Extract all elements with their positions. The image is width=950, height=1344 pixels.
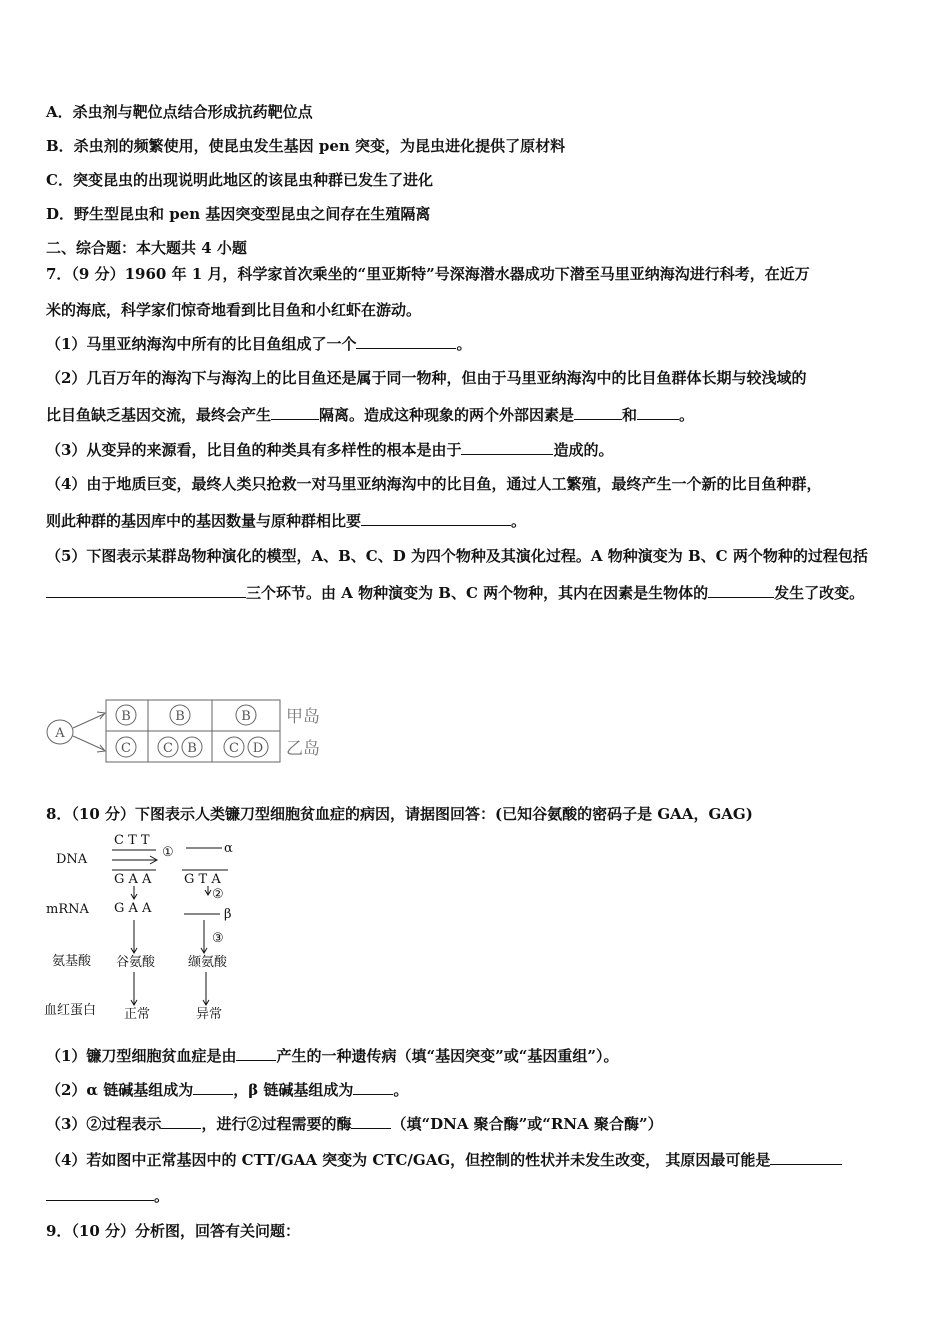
q7-part-2-line-1: （2）几百万年的海沟下与海沟上的比目鱼还是属于同一物种，但由于马里亚纳海沟中的比目鱼群体长期与较浅域的 (46, 369, 807, 387)
mrna-row-label: mRNA (46, 902, 89, 917)
beta-label: β (224, 907, 232, 922)
island-1-label: 甲岛 (286, 707, 320, 727)
q8-part-3-text-a: （3）②过程表示 (46, 1115, 162, 1133)
q7-part-1-end: 。 (456, 335, 472, 353)
q7-stem-line-2: 米的海底，科学家们惊奇地看到比目鱼和小红虾在游动。 (46, 301, 422, 319)
answer-blank[interactable] (351, 1114, 391, 1129)
q7-stem-line-1: 7．（9 分）1960 年 1 月，科学家首次乘坐的“里亚斯特”号深海潜水器成功下潜至马里亚纳海沟进行科考，在近万 (46, 265, 810, 283)
species-label: B (175, 709, 185, 724)
dna-top-strand: C T T (114, 833, 150, 848)
step-2-label: ② (212, 887, 224, 902)
island-2-label: 乙岛 (286, 739, 320, 759)
q8-part-1-text-a: （1）镰刀型细胞贫血症是由 (46, 1047, 237, 1065)
q8-part-1-text-b: 产生的一种遗传病（填“基因突变”或“基因重组”）。 (276, 1047, 619, 1065)
hemoglobin-row-label: 血红蛋白 (44, 1003, 97, 1018)
amino-acid-row-label: 氨基酸 (52, 954, 92, 969)
alpha-label: α (224, 841, 233, 856)
answer-blank[interactable] (770, 1150, 842, 1165)
q7-part-4-line-2 (46, 511, 526, 531)
q7-part-2-text-a: 比目鱼缺乏基因交流，最终会产生 (46, 406, 272, 424)
q8-part-4-text: （4）若如图中正常基因中的 CTT/GAA 突变为 CTC/GAG，但控制的性状并未发生改变， 其原因最可能是 (46, 1151, 771, 1169)
q6-option-c: C．突变昆虫的出现说明此地区的该昆虫种群已发生了进化 (46, 171, 433, 189)
dna-mutant-strand: G T A (184, 872, 221, 887)
answer-blank[interactable] (461, 440, 553, 455)
q7-part-5-text-a: 三个环节。由 A 物种演变为 B、C 两个物种，其内在因素是生物体的 (246, 584, 709, 602)
q7-part-2-text-c: 和 (622, 406, 638, 424)
q8-stem: 8．（10 分）下图表示人类镰刀型细胞贫血症的病因，请据图回答：(已知谷氨酸的密码子是 GAA，GAG) (46, 805, 753, 823)
hemoglobin-normal: 正常 (124, 1007, 151, 1022)
species-label: C (163, 741, 173, 756)
answer-blank[interactable] (356, 334, 456, 349)
answer-blank[interactable] (708, 583, 774, 598)
species-label: D (252, 741, 264, 756)
step-1-label: ① (162, 845, 174, 860)
answer-blank[interactable] (574, 405, 622, 420)
species-label: C (229, 741, 239, 756)
q7-part-3 (46, 440, 613, 460)
q7-part-1-text: （1）马里亚纳海沟中所有的比目鱼组成了一个 (46, 335, 357, 353)
answer-blank[interactable] (271, 405, 319, 420)
q8-part-2-text-a: （2）α 链碱基组成为 (46, 1081, 194, 1099)
q8-part-4-line-1 (46, 1150, 842, 1170)
dna-row-label: DNA (56, 852, 88, 867)
q8-part-3 (46, 1114, 663, 1134)
q7-part-4-text-b: 。 (511, 512, 527, 530)
q6-option-d: D．野生型昆虫和 pen 基因突变型昆虫之间存在生殖隔离 (46, 205, 431, 223)
answer-blank[interactable] (46, 1186, 154, 1201)
answer-blank[interactable] (161, 1114, 201, 1129)
species-label: C (121, 741, 131, 756)
q8-part-4-line-2 (46, 1186, 169, 1206)
q8-part-4-end: 。 (154, 1187, 170, 1205)
q8-part-1 (46, 1046, 618, 1066)
q8-part-3-text-c: （填“DNA 聚合酶”或“RNA 聚合酶”） (391, 1115, 663, 1133)
mrna-normal-strand: G A A (114, 901, 152, 916)
dna-bottom-strand: G A A (114, 872, 152, 887)
species-label: B (121, 709, 131, 724)
q7-part-3-text-a: （3）从变异的来源看，比目鱼的种类具有多样性的根本是由于 (46, 441, 462, 459)
q7-part-2-line-2 (46, 405, 694, 425)
answer-blank[interactable] (236, 1046, 276, 1061)
q8-part-2-text-b: ，β 链碱基组成为 (233, 1081, 354, 1099)
step-3-label: ③ (212, 931, 224, 946)
q7-part-5-line-1: （5）下图表示某群岛物种演化的模型，A、B、C、D 为四个物种及其演化过程。A 物种演变为 B、C 两个物种的过程包括 (46, 547, 868, 565)
q7-part-4-text-a: 则此种群的基因库中的基因数量与原种群相比要 (46, 512, 362, 530)
arrow-to-island-1 (73, 714, 104, 728)
q8-part-2-text-c: 。 (393, 1081, 409, 1099)
q7-part-2-text-b: 隔离。造成这种现象的两个外部因素是 (319, 406, 575, 424)
answer-blank[interactable] (637, 405, 679, 420)
sickle-cell-diagram (44, 830, 264, 1026)
amino-acid-mutant: 缬氨酸 (188, 955, 228, 970)
q8-part-3-text-b: ，进行②过程需要的酶 (201, 1115, 352, 1133)
q8-part-2 (46, 1080, 408, 1100)
q6-option-b: B．杀虫剂的频繁使用，使昆虫发生基因 pen 突变，为昆虫进化提供了原材料 (46, 137, 566, 155)
answer-blank[interactable] (353, 1080, 393, 1095)
q7-part-3-text-b: 造成的。 (553, 441, 614, 459)
answer-blank[interactable] (361, 511, 511, 526)
species-a-label: A (55, 726, 65, 741)
answer-blank[interactable] (193, 1080, 233, 1095)
q7-part-5-line-2 (46, 583, 864, 603)
answer-blank[interactable] (46, 583, 246, 598)
hemoglobin-mutant: 异常 (196, 1007, 223, 1022)
q7-part-5-text-b: 发生了改变。 (774, 584, 865, 602)
arrow-to-island-2 (73, 736, 104, 750)
q9-stem: 9．（10 分）分析图，回答有关问题： (46, 1222, 301, 1240)
species-label: B (187, 741, 197, 756)
island-evolution-diagram (44, 692, 344, 770)
section-2-title: 二、综合题：本大题共 4 小题 (46, 239, 247, 257)
species-label: B (241, 709, 251, 724)
q7-part-4-line-1: （4）由于地质巨变，最终人类只抢救一对马里亚纳海沟中的比目鱼，通过人工繁殖，最终产生一个新的比目鱼种群， (46, 475, 822, 493)
amino-acid-normal: 谷氨酸 (116, 955, 156, 970)
q7-part-1 (46, 334, 471, 354)
q6-option-a: A．杀虫剂与靶位点结合形成抗药靶位点 (46, 103, 313, 121)
q7-part-2-text-d: 。 (679, 406, 695, 424)
